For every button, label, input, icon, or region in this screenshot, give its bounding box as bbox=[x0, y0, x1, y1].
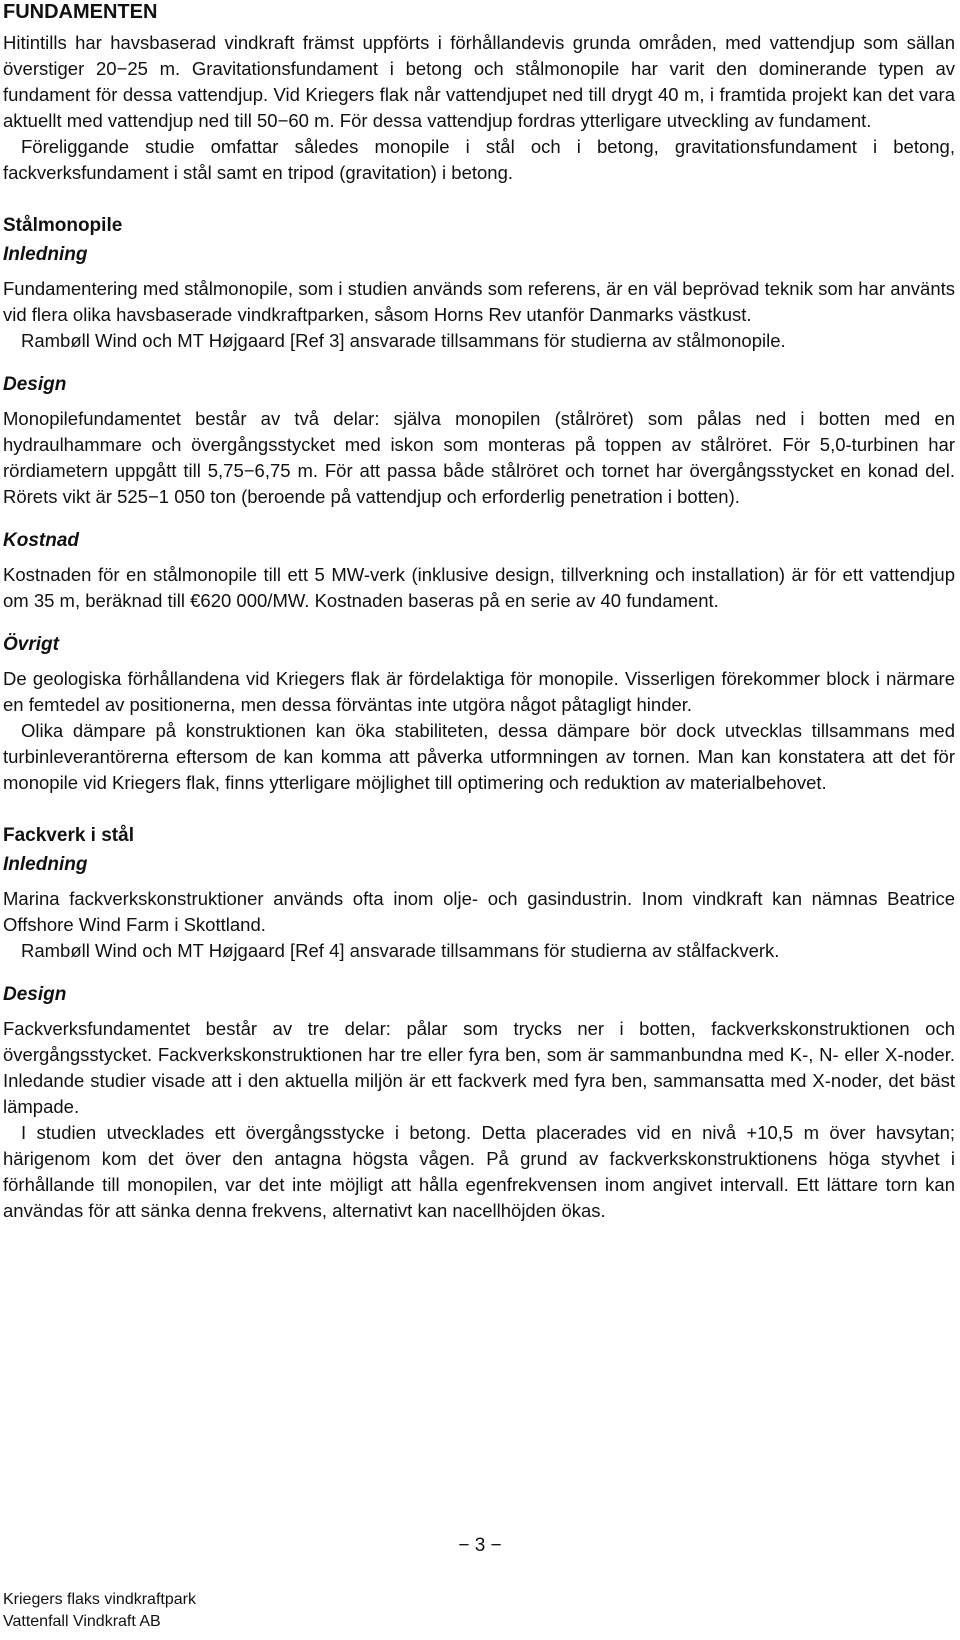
subheading-fackverk-inledning: Inledning bbox=[3, 854, 88, 875]
footer bbox=[3, 1589, 196, 1633]
monopile-ovrigt-paragraph-2: Olika dämpare på konstruktionen kan öka stabiliteten, dessa dämpare bör dock utvecklas tillsammans med turbinleverantörerna eftersom de kan komma att påverka utformningen av tornen. Man kan konstatera att det för monopile vid Kriegers flak, finns ytterligare möjlighet till optimering och reduktion av materialbehovet. bbox=[3, 720, 955, 793]
subheading-monopile-design: Design bbox=[3, 374, 67, 395]
monopile-ovrigt-paragraph-1: De geologiska förhållandena vid Kriegers flak är fördelaktiga för monopile. Visserligen förekommer block i närmare en femtedel av positionerna, men dessa förväntas inte utgöra något påtagligt hinder. bbox=[3, 668, 955, 715]
subheading-fackverk-design: Design bbox=[3, 984, 67, 1005]
intro-paragraph-2: Föreliggande studie omfattar således monopile i stål och i betong, gravitationsfundament i betong, fackverksfundament i stål samt en tripod (gravitation) i betong. bbox=[3, 136, 955, 183]
monopile-inledning-paragraph-2: Rambøll Wind och MT Højgaard [Ref 3] ansvarade tillsammans för studierna av stålmonopile. bbox=[21, 330, 786, 351]
subheading-monopile-kostnad: Kostnad bbox=[3, 530, 79, 551]
heading-stalmonopile: Stålmonopile bbox=[3, 215, 123, 236]
footer-company-name: Vattenfall Vindkraft AB bbox=[3, 1613, 161, 1630]
subheading-monopile-inledning: Inledning bbox=[3, 244, 88, 265]
footer-project-name: Kriegers flaks vindkraftpark bbox=[3, 1591, 196, 1608]
fackverk-design-paragraph-2: I studien utvecklades ett övergångsstycke i betong. Detta placerades vid en nivå +10,5 m över havsytan; härigenom kom det över den antagna högsta vågen. På grund av fackverkskonstruktionens höga styvhet i förhållande till monopilen, var det inte möjligt att hålla egenfrekvensen inom angivet intervall. Ett lättare torn kan användas för att sänka denna frekvens, alternativt kan nacellhöjden ökas. bbox=[3, 1122, 955, 1221]
monopile-design-paragraph-1: Monopilefundamentet består av två delar: själva monopilen (stålröret) som pålas ned i botten med en hydraulhammare och övergångsstycket med iskon som monteras på toppen av stålröret. För 5,0-turbinen har rördiametern uppgått till 5,75−6,75 m. För att passa både stålröret och tornet har övergångsstycket en konad del. Rörets vikt är 525−1 050 ton (beroende på vattendjup och erforderlig penetration i botten). bbox=[3, 408, 955, 507]
intro-paragraph-1: Hitintills har havsbaserad vindkraft främst uppförts i förhållandevis grunda områden, med vattendjup som sällan överstiger 20−25 m. Gravitationsfundament i betong och stålmonopile har varit den dominerande typen av fundament för dessa vattendjup. Vid Kriegers flak når vattendjupet ned till drygt 40 m, i framtida projekt kan det vara aktuellt med vattendjup ned till 50−60 m. För dessa vattendjup fordras ytterligare utveckling av fundament. bbox=[3, 32, 955, 131]
fackverk-inledning-paragraph-1: Marina fackverkskonstruktioner används ofta inom olje- och gasindustrin. Inom vindkraft kan nämnas Beatrice Offshore Wind Farm i Skottland. bbox=[3, 888, 955, 935]
page-number: − 3 − bbox=[458, 1535, 502, 1556]
monopile-kostnad-paragraph-1: Kostnaden för en stålmonopile till ett 5 MW-verk (inklusive design, tillverkning och installation) är för ett vattendjup om 35 m, beräknad till €620 000/MW. Kostnaden baseras på en serie av 40 fundament. bbox=[3, 564, 955, 611]
section-title: FUNDAMENTEN bbox=[3, 1, 158, 23]
fackverk-inledning-paragraph-2: Rambøll Wind och MT Højgaard [Ref 4] ansvarade tillsammans för studierna av stålfackverk. bbox=[21, 940, 780, 961]
heading-fackverk: Fackverk i stål bbox=[3, 825, 134, 846]
document-body bbox=[3, 0, 955, 1224]
monopile-inledning-paragraph-1: Fundamentering med stålmonopile, som i studien används som referens, är en väl beprövad teknik som har använts vid flera olika havsbaserade vindkraftparken, såsom Horns Rev utanför Danmarks västkust. bbox=[3, 278, 955, 325]
subheading-monopile-ovrigt: Övrigt bbox=[3, 634, 59, 655]
fackverk-design-paragraph-1: Fackverksfundamentet består av tre delar: pålar som trycks ner i botten, fackverkskonstruktionen och övergångsstycket. Fackverkskonstruktionen har tre eller fyra ben, som är sammanbundna med K-, N- eller X-noder. Inledande studier visade att i den aktuella miljön är ett fackverk med fyra ben, sammansatta med X-noder, det bäst lämpade. bbox=[3, 1018, 955, 1117]
